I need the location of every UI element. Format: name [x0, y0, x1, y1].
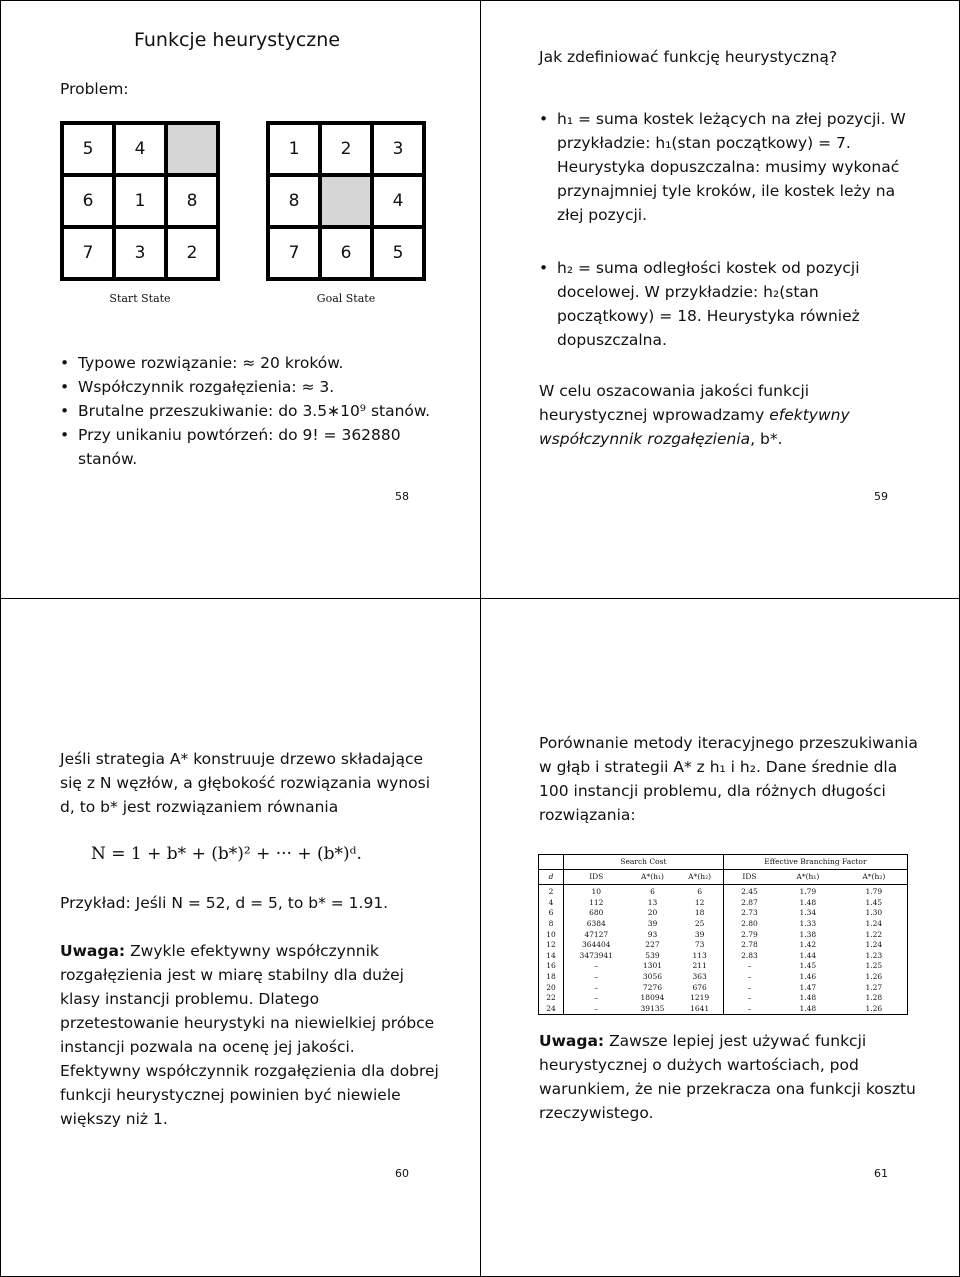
table-cell: 1.48: [799, 1003, 817, 1013]
table-cell: –: [723, 1004, 775, 1015]
table-cell: 1.30: [865, 908, 883, 918]
goal-tile: 2: [320, 123, 372, 175]
table-cell: 6: [650, 887, 655, 897]
start-tile: 7: [62, 227, 114, 279]
bullet-h2: [539, 256, 919, 352]
goal-state-puzzle: [266, 121, 426, 281]
table-row: [539, 885, 908, 898]
goal-tile: 4: [372, 175, 424, 227]
table-cell: –: [723, 982, 775, 993]
table-cell: 1.25: [865, 961, 883, 971]
table-cell: 93: [647, 929, 658, 939]
table-cell: 112: [563, 898, 628, 909]
table-cell: 2.87: [723, 898, 775, 909]
table-cell: 18094: [640, 993, 665, 1003]
table-cell: 1.38: [799, 929, 817, 939]
table-cell: 1.46: [799, 972, 817, 982]
bullet-brute-force: • Brutalne przeszukiwanie: do 3.5∗10⁹ stanów.: [60, 399, 450, 423]
table-cell: 3056: [642, 972, 662, 982]
table-cell: –: [723, 972, 775, 983]
table-row: [539, 993, 908, 1004]
table-cell: –: [563, 993, 628, 1004]
table-cell: 1.26: [865, 1003, 883, 1013]
table-cell: 6: [697, 887, 702, 897]
table-cell: 13: [647, 897, 658, 907]
table-cell: 18: [694, 908, 705, 918]
note-text: Zawsze lepiej jest używać funkcji heurystycznej o dużych wartościach, pod warunkiem, że nie przekracza ona funkcji kosztu rzeczywistego.: [539, 1032, 916, 1122]
column-header: A*(h₂): [676, 870, 723, 885]
table-cell: 2: [548, 887, 554, 897]
table-cell: 2.83: [723, 951, 775, 962]
table-cell: 24: [546, 1003, 556, 1013]
page-number: 59: [874, 490, 888, 503]
column-header: A*(h₁): [775, 870, 841, 885]
paragraph-text: W celu oszacowania jakości funkcji heurystycznej wprowadzamy: [539, 382, 810, 424]
table-cell: 1641: [690, 1003, 710, 1013]
column-header: d: [539, 870, 564, 885]
table-cell: 227: [645, 940, 660, 950]
example-text: Przykład: Jeśli N = 52, d = 5, to b* = 1.91.: [60, 894, 389, 912]
table-cell: 1.47: [799, 982, 817, 992]
start-state-label: Start State: [109, 292, 171, 305]
table-cell: 1.45: [865, 897, 883, 907]
table-row: [539, 982, 908, 993]
column-header: A*(h₂): [841, 870, 908, 885]
bullet-typical-solution: • Typowe rozwiązanie: ≈ 20 kroków.: [60, 351, 450, 375]
table-cell: 2.78: [723, 940, 775, 951]
table-cell: 4: [548, 897, 554, 907]
start-tile: 2: [166, 227, 218, 279]
bullet-branching-factor: • Współczynnik rozgałęzienia: ≈ 3.: [60, 375, 450, 399]
table-header-row: [539, 870, 908, 885]
table-cell: 7276: [642, 982, 662, 992]
table-row: [539, 929, 908, 940]
table-cell: 22: [546, 993, 556, 1003]
table-row: [539, 940, 908, 951]
branching-factor-table: [538, 854, 908, 1015]
start-tile: 3: [114, 227, 166, 279]
bullet-h1-text: • h₁ = suma kostek leżących na złej pozycji. W przykładzie: h₁(stan początkowy) = 7. Heurystyka dopuszczalna: musimy wykonać przynajmniej tyle kroków, ile kostek leży na złej pozycji.: [539, 107, 919, 227]
table-cell: 1.24: [865, 940, 883, 950]
slide-59: [480, 0, 960, 599]
table-row: [539, 961, 908, 972]
table-cell: –: [563, 972, 628, 983]
goal-tile: 5: [372, 227, 424, 279]
slide-58: [0, 0, 481, 599]
table-cell: 20: [647, 908, 658, 918]
table-cell: 1.34: [799, 908, 817, 918]
bullet-avoiding-repeats: • Przy unikaniu powtórzeń: do 9! = 362880 stanów.: [60, 423, 450, 471]
start-blank-tile: [166, 123, 218, 175]
note-paragraph: [539, 1029, 919, 1125]
table-cell: 25: [694, 919, 705, 929]
table-cell: 16: [546, 961, 556, 971]
goal-tile: 1: [268, 123, 320, 175]
table-group-header-row: [539, 855, 908, 870]
table-cell: 1.26: [865, 972, 883, 982]
goal-tile: 7: [268, 227, 320, 279]
table-cell: 1.79: [865, 887, 883, 897]
column-header: A*(h₁): [629, 870, 677, 885]
note-text: Zwykle efektywny współczynnik rozgałęzienia jest w miarę stabilny dla dużej klasy instancji problemu. Dlatego przetestowanie heurystyki na niewielkiej próbce instancji pozwala na ocenę jej jakości. Efektywny współczynnik rozgałęzienia dla dobrej funkcji heurystycznej powinien być niewiele większy niż 1.: [60, 942, 439, 1128]
start-state-puzzle: [60, 121, 220, 281]
group-header-search-cost: Search Cost: [563, 855, 723, 870]
bullet-h2-text: • h₂ = suma odległości kostek od pozycji docelowej. W przykładzie: h₂(stan początkowy) = 18. Heurystyka również dopuszczalna.: [539, 256, 919, 352]
table-cell: –: [563, 1004, 628, 1015]
table-cell: 39135: [640, 1003, 665, 1013]
slide-60: [0, 598, 481, 1277]
table-cell: 2.80: [723, 919, 775, 930]
table-cell: 1219: [690, 993, 710, 1003]
table-row: [539, 951, 908, 962]
table-row: [539, 1004, 908, 1015]
table-cell: 1.48: [799, 993, 817, 1003]
start-tile: 5: [62, 123, 114, 175]
table-cell: 2.79: [723, 929, 775, 940]
start-tile: 6: [62, 175, 114, 227]
note-paragraph: [60, 939, 440, 1131]
table-cell: 364404: [563, 940, 628, 951]
table-cell: –: [723, 961, 775, 972]
table-cell: 1.33: [799, 919, 817, 929]
column-header: IDS: [563, 870, 628, 885]
effective-branching-paragraph: [539, 379, 919, 451]
slide-61: [480, 598, 960, 1277]
table-cell: 676: [692, 982, 707, 992]
note-label: Uwaga:: [60, 942, 126, 960]
goal-blank-tile: [320, 175, 372, 227]
column-header: IDS: [723, 870, 775, 885]
table-cell: 47127: [563, 929, 628, 940]
page-number: 58: [395, 490, 409, 503]
start-tile: 8: [166, 175, 218, 227]
start-tile: 4: [114, 123, 166, 175]
table-cell: 1.22: [865, 929, 883, 939]
table-cell: 2.45: [723, 885, 775, 898]
table-cell: 1.44: [799, 950, 817, 960]
table-cell: 1.27: [865, 982, 883, 992]
table-cell: 363: [692, 972, 707, 982]
table-row: [539, 908, 908, 919]
table-cell: 20: [546, 982, 556, 992]
table-cell: 680: [563, 908, 628, 919]
table-cell: 211: [692, 961, 707, 971]
table-cell: 1.48: [799, 897, 817, 907]
table-cell: 10: [546, 929, 556, 939]
table-cell: 39: [647, 919, 658, 929]
table-cell: 8: [548, 919, 554, 929]
table-corner-cell: [539, 855, 564, 870]
table-cell: –: [723, 993, 775, 1004]
table-row: [539, 898, 908, 909]
table-cell: 10: [563, 885, 628, 898]
table-cell: 1.79: [799, 887, 817, 897]
table-cell: 113: [692, 950, 707, 960]
equation: N = 1 + b* + (b*)² + ··· + (b*)ᵈ.: [91, 844, 362, 864]
goal-state-label: Goal State: [316, 292, 376, 305]
emphasis-text: efektywny współczynnik rozgałęzienia: [539, 406, 850, 448]
goal-tile: 8: [268, 175, 320, 227]
table-cell: 1301: [642, 961, 662, 971]
paragraph-end: , b*.: [750, 430, 783, 448]
bullet-list: [60, 351, 450, 471]
table-cell: 73: [694, 940, 705, 950]
goal-tile: 6: [320, 227, 372, 279]
slide-title: Funkcje heurystyczne: [134, 29, 341, 51]
table-cell: 1.45: [799, 961, 817, 971]
table-cell: 6: [548, 908, 554, 918]
note-label: Uwaga:: [539, 1032, 605, 1050]
intro-paragraph: Jeśli strategia A* konstruuje drzewo składające się z N węzłów, a głębokość rozwiązania wynosi d, to b* jest rozwiązaniem równania: [60, 750, 431, 816]
goal-tile: 3: [372, 123, 424, 175]
page-number: 61: [874, 1167, 888, 1180]
table-row: [539, 972, 908, 983]
problem-label: Problem:: [60, 80, 129, 98]
table-cell: –: [563, 961, 628, 972]
table-cell: 1.23: [865, 950, 883, 960]
table-cell: 39: [694, 929, 705, 939]
table-cell: 539: [645, 950, 660, 960]
start-tile: 1: [114, 175, 166, 227]
table-cell: 3473941: [563, 951, 628, 962]
table-cell: 1.24: [865, 919, 883, 929]
group-header-branching-factor: Effective Branching Factor: [723, 855, 907, 870]
slide-heading: Jak zdefiniować funkcję heurystyczną?: [539, 48, 838, 66]
table-cell: –: [563, 982, 628, 993]
table-cell: 6384: [563, 919, 628, 930]
page-number: 60: [395, 1167, 409, 1180]
table-cell: 12: [694, 897, 705, 907]
table-cell: 1.28: [865, 993, 883, 1003]
intro-paragraph: Porównanie metody iteracyjnego przeszukiwania w głąb i strategii A* z h₁ i h₂. Dane średnie dla 100 instancji problemu, dla różnych długości rozwiązania:: [539, 734, 918, 824]
table-cell: 1.42: [799, 940, 817, 950]
bullet-h1: [539, 107, 919, 227]
table-cell: 12: [546, 940, 556, 950]
table-cell: 14: [546, 950, 556, 960]
table-cell: 2.73: [723, 908, 775, 919]
table-cell: 18: [546, 972, 556, 982]
table-row: [539, 919, 908, 930]
